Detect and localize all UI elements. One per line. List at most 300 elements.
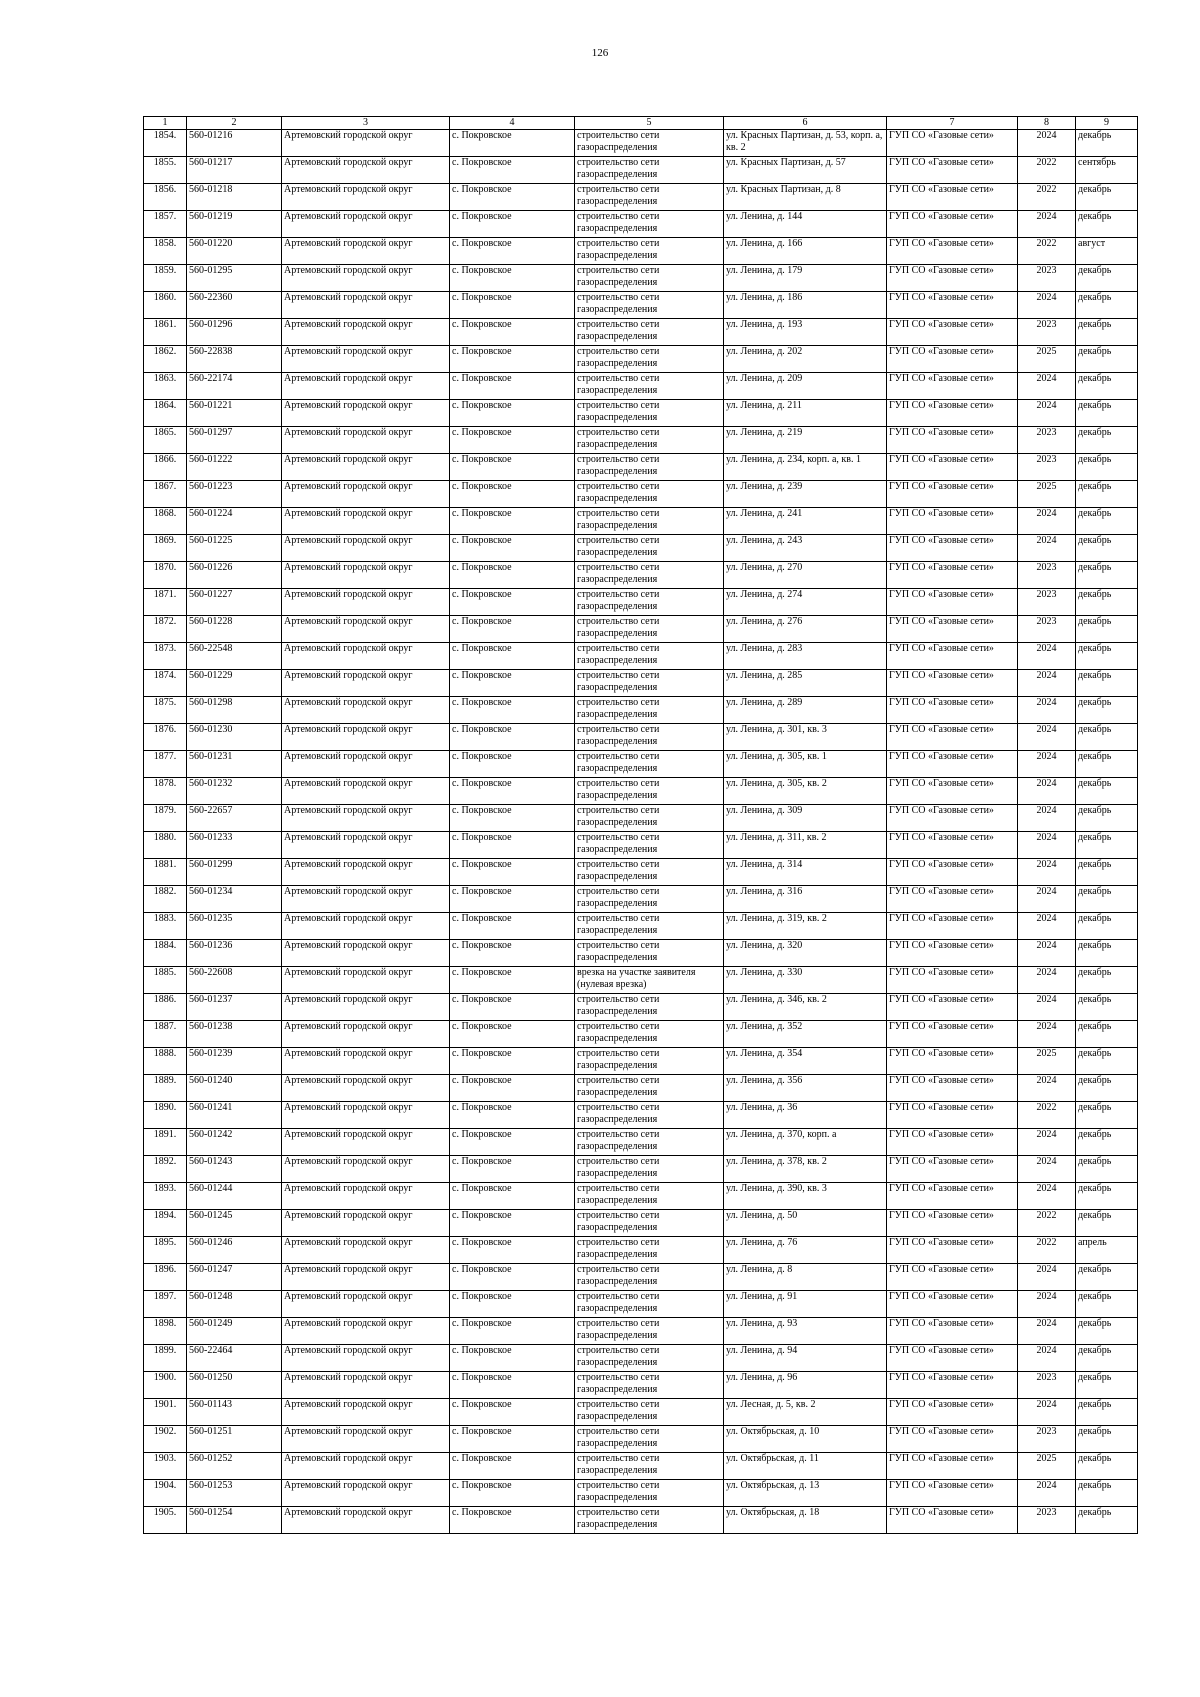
organization-cell: ГУП СО «Газовые сети»	[887, 1237, 1018, 1264]
year-cell: 2022	[1018, 1210, 1076, 1237]
table-row	[144, 832, 1138, 859]
month-cell: декабрь	[1076, 130, 1138, 157]
object-code-cell: 560-22548	[187, 643, 282, 670]
settlement-name-cell: с. Покровское	[450, 1453, 575, 1480]
column-header: 3	[282, 117, 450, 130]
year-cell: 2022	[1018, 1237, 1076, 1264]
year-cell: 2024	[1018, 211, 1076, 238]
row-number-cell: 1870.	[144, 562, 187, 589]
year-cell: 2024	[1018, 940, 1076, 967]
row-number-cell: 1905.	[144, 1507, 187, 1534]
object-code-cell: 560-01225	[187, 535, 282, 562]
object-code-cell: 560-01236	[187, 940, 282, 967]
district-name-cell: Артемовский городской округ	[282, 751, 450, 778]
address-cell: ул. Октябрьская, д. 18	[724, 1507, 887, 1534]
address-cell: ул. Ленина, д. 50	[724, 1210, 887, 1237]
year-cell: 2024	[1018, 805, 1076, 832]
month-cell: апрель	[1076, 1237, 1138, 1264]
month-cell: декабрь	[1076, 373, 1138, 400]
district-name-cell: Артемовский городской округ	[282, 1264, 450, 1291]
object-code-cell: 560-01235	[187, 913, 282, 940]
table-row	[144, 292, 1138, 319]
row-number-cell: 1903.	[144, 1453, 187, 1480]
month-cell: декабрь	[1076, 589, 1138, 616]
address-cell: ул. Ленина, д. 219	[724, 427, 887, 454]
work-type-cell: строительство сети газораспределения	[575, 1129, 724, 1156]
year-cell: 2024	[1018, 886, 1076, 913]
object-code-cell: 560-01233	[187, 832, 282, 859]
year-cell: 2024	[1018, 724, 1076, 751]
work-type-cell: строительство сети газораспределения	[575, 616, 724, 643]
year-cell: 2024	[1018, 1075, 1076, 1102]
work-type-cell: строительство сети газораспределения	[575, 1372, 724, 1399]
settlement-name-cell: с. Покровское	[450, 589, 575, 616]
address-cell: ул. Ленина, д. 276	[724, 616, 887, 643]
settlement-name-cell: с. Покровское	[450, 778, 575, 805]
organization-cell: ГУП СО «Газовые сети»	[887, 1453, 1018, 1480]
settlement-name-cell: с. Покровское	[450, 805, 575, 832]
table-row	[144, 1399, 1138, 1426]
address-cell: ул. Ленина, д. 209	[724, 373, 887, 400]
object-code-cell: 560-22464	[187, 1345, 282, 1372]
table-row	[144, 400, 1138, 427]
settlement-name-cell: с. Покровское	[450, 913, 575, 940]
work-type-cell: строительство сети газораспределения	[575, 1345, 724, 1372]
address-cell: ул. Ленина, д. 316	[724, 886, 887, 913]
month-cell: декабрь	[1076, 1129, 1138, 1156]
row-number-cell: 1889.	[144, 1075, 187, 1102]
address-cell: ул. Ленина, д. 390, кв. 3	[724, 1183, 887, 1210]
year-cell: 2024	[1018, 400, 1076, 427]
district-name-cell: Артемовский городской округ	[282, 805, 450, 832]
object-code-cell: 560-01237	[187, 994, 282, 1021]
table-row	[144, 1021, 1138, 1048]
month-cell: декабрь	[1076, 994, 1138, 1021]
address-cell: ул. Ленина, д. 309	[724, 805, 887, 832]
settlement-name-cell: с. Покровское	[450, 724, 575, 751]
work-type-cell: строительство сети газораспределения	[575, 319, 724, 346]
object-code-cell: 560-01217	[187, 157, 282, 184]
work-type-cell: строительство сети газораспределения	[575, 508, 724, 535]
table-row	[144, 1237, 1138, 1264]
year-cell: 2023	[1018, 265, 1076, 292]
settlement-name-cell: с. Покровское	[450, 1048, 575, 1075]
settlement-name-cell: с. Покровское	[450, 319, 575, 346]
work-type-cell: строительство сети газораспределения	[575, 535, 724, 562]
table-row	[144, 130, 1138, 157]
organization-cell: ГУП СО «Газовые сети»	[887, 292, 1018, 319]
organization-cell: ГУП СО «Газовые сети»	[887, 805, 1018, 832]
object-code-cell: 560-01219	[187, 211, 282, 238]
table-row	[144, 1453, 1138, 1480]
address-cell: ул. Ленина, д. 378, кв. 2	[724, 1156, 887, 1183]
month-cell: декабрь	[1076, 940, 1138, 967]
row-number-cell: 1869.	[144, 535, 187, 562]
month-cell: декабрь	[1076, 400, 1138, 427]
month-cell: декабрь	[1076, 832, 1138, 859]
organization-cell: ГУП СО «Газовые сети»	[887, 1102, 1018, 1129]
organization-cell: ГУП СО «Газовые сети»	[887, 670, 1018, 697]
work-type-cell: строительство сети газораспределения	[575, 184, 724, 211]
settlement-name-cell: с. Покровское	[450, 1264, 575, 1291]
object-code-cell: 560-01224	[187, 508, 282, 535]
organization-cell: ГУП СО «Газовые сети»	[887, 616, 1018, 643]
address-cell: ул. Ленина, д. 93	[724, 1318, 887, 1345]
table-row	[144, 319, 1138, 346]
district-name-cell: Артемовский городской округ	[282, 589, 450, 616]
settlement-name-cell: с. Покровское	[450, 1210, 575, 1237]
year-cell: 2024	[1018, 994, 1076, 1021]
district-name-cell: Артемовский городской округ	[282, 697, 450, 724]
organization-cell: ГУП СО «Газовые сети»	[887, 940, 1018, 967]
month-cell: декабрь	[1076, 1372, 1138, 1399]
district-name-cell: Артемовский городской округ	[282, 400, 450, 427]
month-cell: декабрь	[1076, 1102, 1138, 1129]
settlement-name-cell: с. Покровское	[450, 697, 575, 724]
settlement-name-cell: с. Покровское	[450, 454, 575, 481]
organization-cell: ГУП СО «Газовые сети»	[887, 724, 1018, 751]
district-name-cell: Артемовский городской округ	[282, 292, 450, 319]
work-type-cell: строительство сети газораспределения	[575, 1210, 724, 1237]
column-header: 5	[575, 117, 724, 130]
object-code-cell: 560-01226	[187, 562, 282, 589]
row-number-cell: 1868.	[144, 508, 187, 535]
address-cell: ул. Ленина, д. 211	[724, 400, 887, 427]
page-number: 126	[591, 47, 609, 59]
table-row	[144, 1426, 1138, 1453]
object-code-cell: 560-01222	[187, 454, 282, 481]
organization-cell: ГУП СО «Газовые сети»	[887, 1075, 1018, 1102]
column-header: 2	[187, 117, 282, 130]
organization-cell: ГУП СО «Газовые сети»	[887, 1183, 1018, 1210]
district-name-cell: Артемовский городской округ	[282, 778, 450, 805]
object-code-cell: 560-01243	[187, 1156, 282, 1183]
month-cell: декабрь	[1076, 616, 1138, 643]
settlement-name-cell: с. Покровское	[450, 751, 575, 778]
year-cell: 2022	[1018, 238, 1076, 265]
row-number-cell: 1879.	[144, 805, 187, 832]
row-number-cell: 1856.	[144, 184, 187, 211]
object-code-cell: 560-01298	[187, 697, 282, 724]
district-name-cell: Артемовский городской округ	[282, 1399, 450, 1426]
organization-cell: ГУП СО «Газовые сети»	[887, 1372, 1018, 1399]
district-name-cell: Артемовский городской округ	[282, 130, 450, 157]
table-row	[144, 1048, 1138, 1075]
organization-cell: ГУП СО «Газовые сети»	[887, 859, 1018, 886]
gas-network-registry-table	[143, 116, 1138, 1534]
address-cell: ул. Ленина, д. 202	[724, 346, 887, 373]
table-row	[144, 913, 1138, 940]
year-cell: 2024	[1018, 1345, 1076, 1372]
address-cell: ул. Ленина, д. 314	[724, 859, 887, 886]
work-type-cell: строительство сети газораспределения	[575, 1318, 724, 1345]
organization-cell: ГУП СО «Газовые сети»	[887, 319, 1018, 346]
month-cell: декабрь	[1076, 805, 1138, 832]
organization-cell: ГУП СО «Газовые сети»	[887, 265, 1018, 292]
object-code-cell: 560-01244	[187, 1183, 282, 1210]
settlement-name-cell: с. Покровское	[450, 130, 575, 157]
address-cell: ул. Ленина, д. 8	[724, 1264, 887, 1291]
table-row	[144, 1210, 1138, 1237]
object-code-cell: 560-01296	[187, 319, 282, 346]
row-number-cell: 1882.	[144, 886, 187, 913]
address-cell: ул. Ленина, д. 354	[724, 1048, 887, 1075]
year-cell: 2023	[1018, 454, 1076, 481]
year-cell: 2023	[1018, 1372, 1076, 1399]
object-code-cell: 560-22360	[187, 292, 282, 319]
row-number-cell: 1861.	[144, 319, 187, 346]
address-cell: ул. Ленина, д. 186	[724, 292, 887, 319]
organization-cell: ГУП СО «Газовые сети»	[887, 184, 1018, 211]
work-type-cell: строительство сети газораспределения	[575, 1102, 724, 1129]
year-cell: 2023	[1018, 319, 1076, 346]
year-cell: 2024	[1018, 292, 1076, 319]
row-number-cell: 1892.	[144, 1156, 187, 1183]
month-cell: август	[1076, 238, 1138, 265]
row-number-cell: 1893.	[144, 1183, 187, 1210]
object-code-cell: 560-01252	[187, 1453, 282, 1480]
object-code-cell: 560-22608	[187, 967, 282, 994]
month-cell: декабрь	[1076, 859, 1138, 886]
month-cell: декабрь	[1076, 1210, 1138, 1237]
row-number-cell: 1899.	[144, 1345, 187, 1372]
row-number-cell: 1871.	[144, 589, 187, 616]
table-row	[144, 373, 1138, 400]
column-header: 9	[1076, 117, 1138, 130]
table-row	[144, 1075, 1138, 1102]
year-cell: 2024	[1018, 751, 1076, 778]
work-type-cell: строительство сети газораспределения	[575, 994, 724, 1021]
row-number-cell: 1880.	[144, 832, 187, 859]
column-header: 8	[1018, 117, 1076, 130]
table-row	[144, 778, 1138, 805]
settlement-name-cell: с. Покровское	[450, 184, 575, 211]
work-type-cell: строительство сети газораспределения	[575, 1507, 724, 1534]
work-type-cell: строительство сети газораспределения	[575, 1021, 724, 1048]
table-row	[144, 1372, 1138, 1399]
object-code-cell: 560-01234	[187, 886, 282, 913]
year-cell: 2024	[1018, 535, 1076, 562]
month-cell: декабрь	[1076, 886, 1138, 913]
table-row	[144, 1129, 1138, 1156]
row-number-cell: 1877.	[144, 751, 187, 778]
row-number-cell: 1878.	[144, 778, 187, 805]
column-number-header-row	[144, 117, 1138, 130]
district-name-cell: Артемовский городской округ	[282, 346, 450, 373]
settlement-name-cell: с. Покровское	[450, 670, 575, 697]
year-cell: 2025	[1018, 481, 1076, 508]
object-code-cell: 560-01218	[187, 184, 282, 211]
work-type-cell: строительство сети газораспределения	[575, 238, 724, 265]
organization-cell: ГУП СО «Газовые сети»	[887, 238, 1018, 265]
settlement-name-cell: с. Покровское	[450, 1075, 575, 1102]
row-number-cell: 1864.	[144, 400, 187, 427]
organization-cell: ГУП СО «Газовые сети»	[887, 562, 1018, 589]
object-code-cell: 560-01247	[187, 1264, 282, 1291]
year-cell: 2024	[1018, 859, 1076, 886]
organization-cell: ГУП СО «Газовые сети»	[887, 589, 1018, 616]
row-number-cell: 1860.	[144, 292, 187, 319]
table-row	[144, 481, 1138, 508]
year-cell: 2023	[1018, 427, 1076, 454]
table-row	[144, 1156, 1138, 1183]
month-cell: декабрь	[1076, 427, 1138, 454]
year-cell: 2023	[1018, 616, 1076, 643]
address-cell: ул. Ленина, д. 352	[724, 1021, 887, 1048]
organization-cell: ГУП СО «Газовые сети»	[887, 643, 1018, 670]
row-number-cell: 1876.	[144, 724, 187, 751]
address-cell: ул. Октябрьская, д. 10	[724, 1426, 887, 1453]
table-row	[144, 508, 1138, 535]
year-cell: 2024	[1018, 697, 1076, 724]
year-cell: 2024	[1018, 1480, 1076, 1507]
row-number-cell: 1872.	[144, 616, 187, 643]
year-cell: 2025	[1018, 1453, 1076, 1480]
settlement-name-cell: с. Покровское	[450, 967, 575, 994]
organization-cell: ГУП СО «Газовые сети»	[887, 1048, 1018, 1075]
object-code-cell: 560-22838	[187, 346, 282, 373]
work-type-cell: строительство сети газораспределения	[575, 1264, 724, 1291]
month-cell: декабрь	[1076, 913, 1138, 940]
year-cell: 2022	[1018, 1102, 1076, 1129]
work-type-cell: строительство сети газораспределения	[575, 292, 724, 319]
row-number-cell: 1891.	[144, 1129, 187, 1156]
address-cell: ул. Ленина, д. 241	[724, 508, 887, 535]
work-type-cell: врезка на участке заявителя (нулевая врезка)	[575, 967, 724, 994]
object-code-cell: 560-01216	[187, 130, 282, 157]
work-type-cell: строительство сети газораспределения	[575, 670, 724, 697]
organization-cell: ГУП СО «Газовые сети»	[887, 697, 1018, 724]
month-cell: декабрь	[1076, 1345, 1138, 1372]
district-name-cell: Артемовский городской округ	[282, 1426, 450, 1453]
work-type-cell: строительство сети газораспределения	[575, 130, 724, 157]
row-number-cell: 1862.	[144, 346, 187, 373]
month-cell: декабрь	[1076, 481, 1138, 508]
row-number-cell: 1898.	[144, 1318, 187, 1345]
district-name-cell: Артемовский городской округ	[282, 859, 450, 886]
object-code-cell: 560-01143	[187, 1399, 282, 1426]
row-number-cell: 1874.	[144, 670, 187, 697]
year-cell: 2024	[1018, 913, 1076, 940]
row-number-cell: 1885.	[144, 967, 187, 994]
work-type-cell: строительство сети газораспределения	[575, 778, 724, 805]
settlement-name-cell: с. Покровское	[450, 427, 575, 454]
row-number-cell: 1895.	[144, 1237, 187, 1264]
row-number-cell: 1896.	[144, 1264, 187, 1291]
settlement-name-cell: с. Покровское	[450, 1237, 575, 1264]
row-number-cell: 1900.	[144, 1372, 187, 1399]
organization-cell: ГУП СО «Газовые сети»	[887, 535, 1018, 562]
work-type-cell: строительство сети газораспределения	[575, 1480, 724, 1507]
district-name-cell: Артемовский городской округ	[282, 1210, 450, 1237]
object-code-cell: 560-01238	[187, 1021, 282, 1048]
work-type-cell: строительство сети газораспределения	[575, 427, 724, 454]
address-cell: ул. Ленина, д. 36	[724, 1102, 887, 1129]
district-name-cell: Артемовский городской округ	[282, 1318, 450, 1345]
organization-cell: ГУП СО «Газовые сети»	[887, 373, 1018, 400]
settlement-name-cell: с. Покровское	[450, 535, 575, 562]
table-row	[144, 427, 1138, 454]
month-cell: декабрь	[1076, 697, 1138, 724]
object-code-cell: 560-01297	[187, 427, 282, 454]
object-code-cell: 560-01248	[187, 1291, 282, 1318]
organization-cell: ГУП СО «Газовые сети»	[887, 1264, 1018, 1291]
organization-cell: ГУП СО «Газовые сети»	[887, 1426, 1018, 1453]
settlement-name-cell: с. Покровское	[450, 1102, 575, 1129]
settlement-name-cell: с. Покровское	[450, 1426, 575, 1453]
object-code-cell: 560-01239	[187, 1048, 282, 1075]
address-cell: ул. Ленина, д. 270	[724, 562, 887, 589]
district-name-cell: Артемовский городской округ	[282, 427, 450, 454]
address-cell: ул. Ленина, д. 234, корп. а, кв. 1	[724, 454, 887, 481]
settlement-name-cell: с. Покровское	[450, 832, 575, 859]
address-cell: ул. Ленина, д. 356	[724, 1075, 887, 1102]
table-row	[144, 454, 1138, 481]
object-code-cell: 560-01230	[187, 724, 282, 751]
row-number-cell: 1867.	[144, 481, 187, 508]
settlement-name-cell: с. Покровское	[450, 1507, 575, 1534]
work-type-cell: строительство сети газораспределения	[575, 1237, 724, 1264]
month-cell: декабрь	[1076, 1426, 1138, 1453]
address-cell: ул. Ленина, д. 166	[724, 238, 887, 265]
column-header: 1	[144, 117, 187, 130]
settlement-name-cell: с. Покровское	[450, 508, 575, 535]
table-row	[144, 751, 1138, 778]
district-name-cell: Артемовский городской округ	[282, 643, 450, 670]
row-number-cell: 1859.	[144, 265, 187, 292]
address-cell: ул. Ленина, д. 305, кв. 1	[724, 751, 887, 778]
work-type-cell: строительство сети газораспределения	[575, 454, 724, 481]
organization-cell: ГУП СО «Газовые сети»	[887, 1156, 1018, 1183]
row-number-cell: 1894.	[144, 1210, 187, 1237]
district-name-cell: Артемовский городской округ	[282, 616, 450, 643]
district-name-cell: Артемовский городской округ	[282, 1480, 450, 1507]
month-cell: декабрь	[1076, 346, 1138, 373]
district-name-cell: Артемовский городской округ	[282, 967, 450, 994]
object-code-cell: 560-01253	[187, 1480, 282, 1507]
year-cell: 2022	[1018, 184, 1076, 211]
year-cell: 2024	[1018, 1156, 1076, 1183]
column-header: 6	[724, 117, 887, 130]
work-type-cell: строительство сети газораспределения	[575, 157, 724, 184]
table-row	[144, 940, 1138, 967]
row-number-cell: 1888.	[144, 1048, 187, 1075]
object-code-cell: 560-01231	[187, 751, 282, 778]
organization-cell: ГУП СО «Газовые сети»	[887, 508, 1018, 535]
row-number-cell: 1858.	[144, 238, 187, 265]
organization-cell: ГУП СО «Газовые сети»	[887, 427, 1018, 454]
district-name-cell: Артемовский городской округ	[282, 562, 450, 589]
work-type-cell: строительство сети газораспределения	[575, 1048, 724, 1075]
district-name-cell: Артемовский городской округ	[282, 940, 450, 967]
month-cell: декабрь	[1076, 292, 1138, 319]
table-row	[144, 616, 1138, 643]
object-code-cell: 560-01295	[187, 265, 282, 292]
district-name-cell: Артемовский городской округ	[282, 1507, 450, 1534]
year-cell: 2023	[1018, 1507, 1076, 1534]
month-cell: декабрь	[1076, 1453, 1138, 1480]
month-cell: декабрь	[1076, 1183, 1138, 1210]
work-type-cell: строительство сети газораспределения	[575, 913, 724, 940]
table-row	[144, 589, 1138, 616]
district-name-cell: Артемовский городской округ	[282, 1345, 450, 1372]
address-cell: ул. Ленина, д. 243	[724, 535, 887, 562]
year-cell: 2024	[1018, 1264, 1076, 1291]
year-cell: 2024	[1018, 778, 1076, 805]
district-name-cell: Артемовский городской округ	[282, 994, 450, 1021]
settlement-name-cell: с. Покровское	[450, 211, 575, 238]
work-type-cell: строительство сети газораспределения	[575, 589, 724, 616]
